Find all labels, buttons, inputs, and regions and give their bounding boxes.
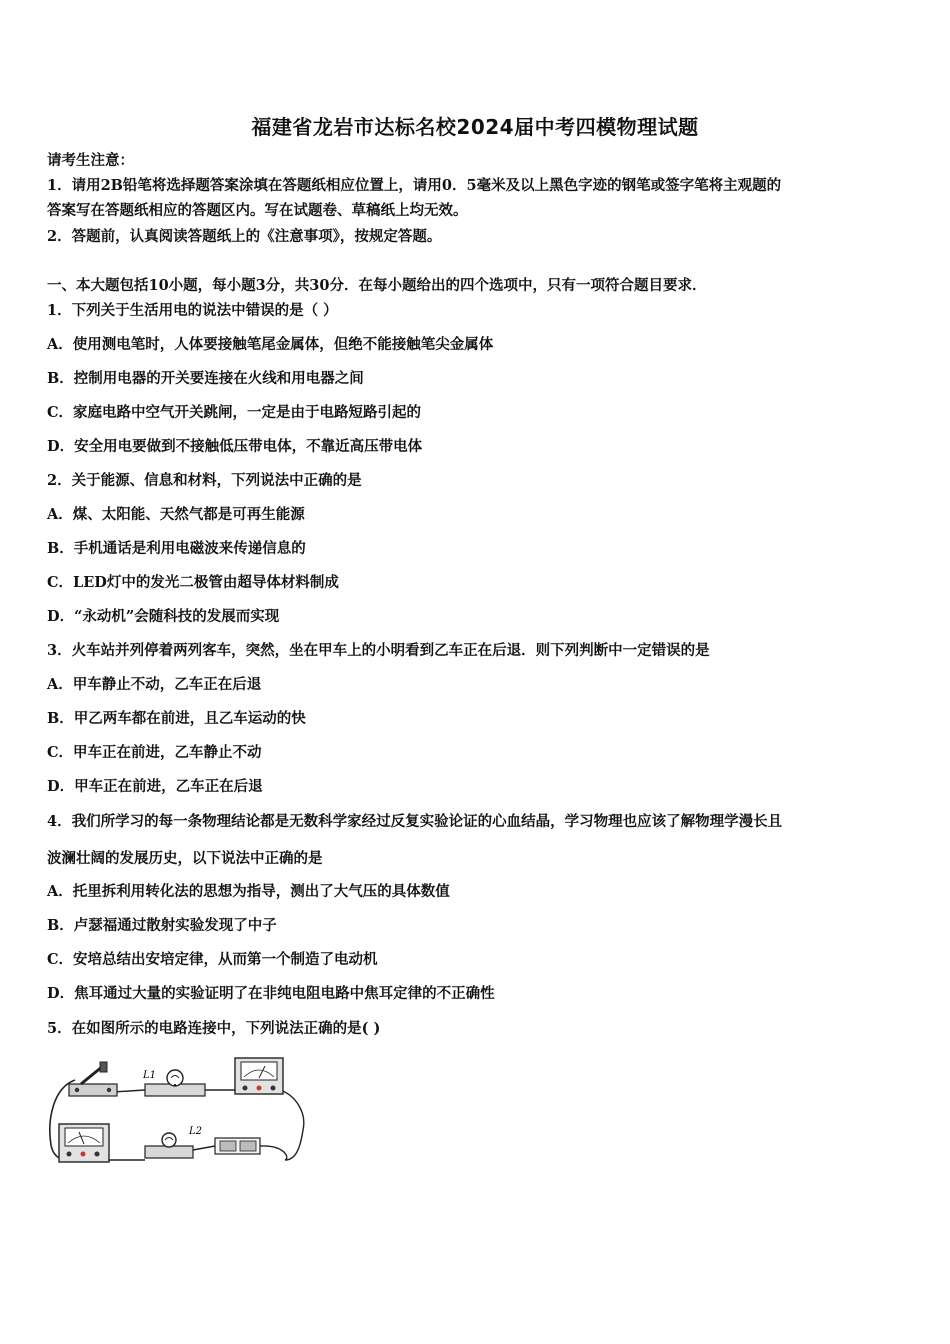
question-4-option-a: A．托里拆利用转化法的思想为指导，测出了大气压的具体数值 <box>47 883 450 900</box>
question-2-option-c: C．LED灯中的发光二极管由超导体材料制成 <box>47 574 339 591</box>
lamp-l2 <box>145 1133 193 1158</box>
meter-top <box>235 1058 283 1094</box>
question-3-option-a: A．甲车静止不动，乙车正在后退 <box>47 676 262 693</box>
question-3-option-c: C．甲车正在前进，乙车静止不动 <box>47 744 262 761</box>
question-3-stem: 3．火车站并列停着两列客车，突然，坐在甲车上的小明看到乙车正在后退．则下列判断中一定错误的是 <box>47 642 710 659</box>
question-2-stem: 2．关于能源、信息和材料，下列说法中正确的是 <box>47 472 362 489</box>
notice-item-2: 2．答题前，认真阅读答题纸上的《注意事项》，按规定答题。 <box>47 228 442 245</box>
question-4-option-d: D．焦耳通过大量的实验证明了在非纯电阻电路中焦耳定律的不正确性 <box>47 985 495 1002</box>
question-2-option-a: A．煤、太阳能、天然气都是可再生能源 <box>47 506 305 523</box>
question-2-option-d: D．“永动机”会随科技的发展而实现 <box>47 608 280 625</box>
question-3-option-b: B．甲乙两车都在前进，且乙车运动的快 <box>47 710 306 727</box>
meter-bottom <box>59 1124 109 1162</box>
question-1-option-b: B．控制用电器的开关要连接在火线和用电器之间 <box>47 370 364 387</box>
question-1-stem: 1．下列关于生活用电的说法中错误的是（ ） <box>47 302 338 319</box>
battery-pack <box>215 1138 260 1154</box>
notice-item-1-line-2: 答案写在答题纸相应的答题区内。写在试题卷、草稿纸上均无效。 <box>47 202 468 219</box>
question-1-option-c: C．家庭电路中空气开关跳闸，一定是由于电路短路引起的 <box>47 404 422 421</box>
circuit-figure <box>45 1050 307 1168</box>
question-4-stem-line-1: 4．我们所学习的每一条物理结论都是无数科学家经过反复实验论证的心血结晶，学习物理也应该了解物理学漫长且 <box>47 813 783 830</box>
document-title: 福建省龙岩市达标名校2024届中考四模物理试题 <box>251 115 699 139</box>
notice-heading: 请考生注意： <box>47 152 134 169</box>
notice-item-1-line-1: 1．请用2B铅笔将选择题答案涂填在答题纸相应位置上，请用0．5毫米及以上黑色字迹的钢笔或签字笔将主观题的 <box>47 177 782 194</box>
switch <box>69 1062 117 1096</box>
circuit-wire <box>260 1146 287 1160</box>
question-4-option-c: C．安培总结出安培定律，从而第一个制造了电动机 <box>47 951 378 968</box>
question-1-option-d: D．安全用电要做到不接触低压带电体，不靠近高压带电体 <box>47 438 423 455</box>
question-1-option-a: A．使用测电笔时，人体要接触笔尾金属体，但绝不能接触笔尖金属体 <box>47 336 494 353</box>
label-l2: L2 <box>189 1126 203 1137</box>
circuit-wire <box>280 1090 304 1160</box>
question-4-stem-line-2: 波澜壮阔的发展历史，以下说法中正确的是 <box>47 850 323 867</box>
question-2-option-b: B．手机通话是利用电磁波来传递信息的 <box>47 540 306 557</box>
label-l1: L1 <box>143 1070 157 1081</box>
question-4-option-b: B．卢瑟福通过散射实验发现了中子 <box>47 917 277 934</box>
question-3-option-d: D．甲车正在前进，乙车正在后退 <box>47 778 263 795</box>
section-header: 一、本大题包括10小题，每小题3分，共30分．在每小题给出的四个选项中，只有一项符合题目要求． <box>47 277 707 294</box>
circuit-wire <box>113 1090 145 1092</box>
circuit-wire <box>193 1146 215 1150</box>
question-5-stem: 5．在如图所示的电路连接中，下列说法正确的是( ) <box>47 1020 381 1037</box>
